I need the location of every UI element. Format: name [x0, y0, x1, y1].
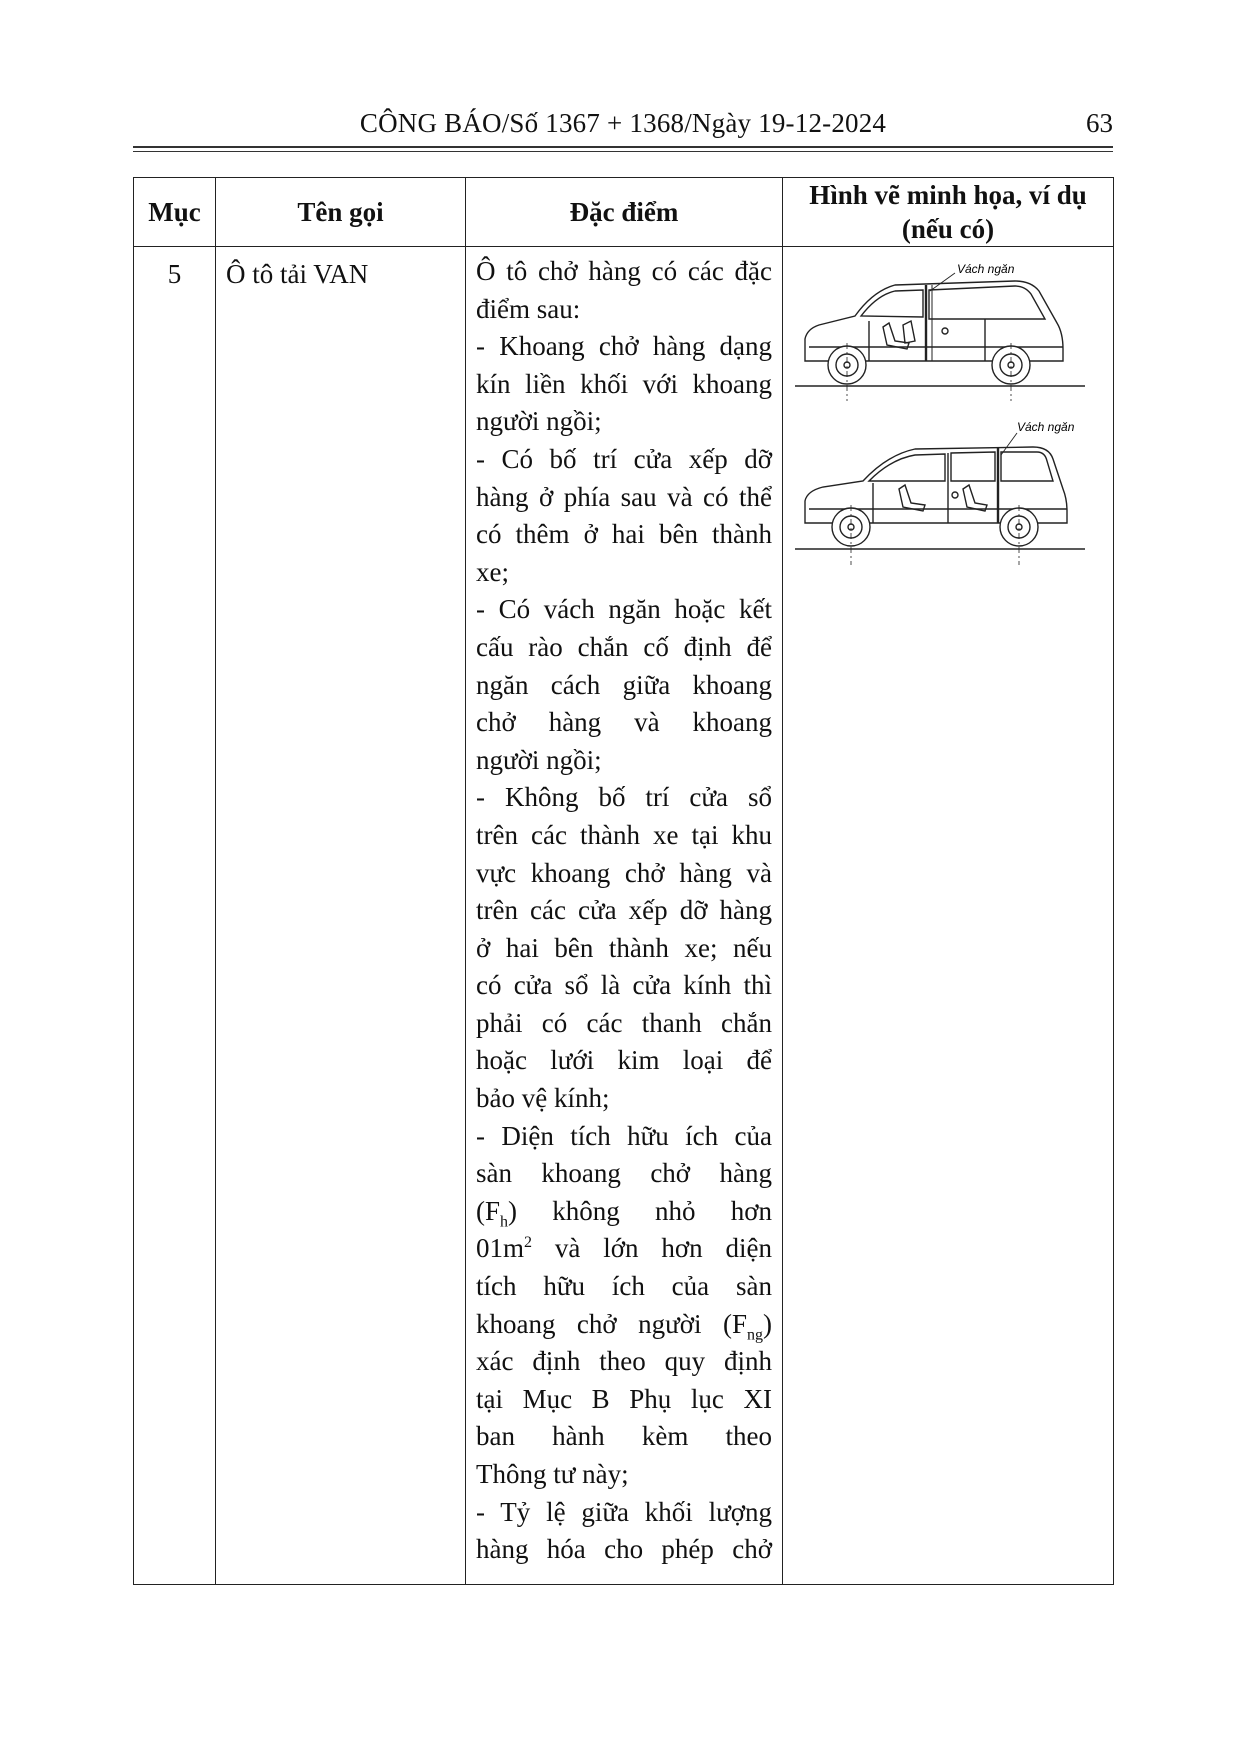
col-header-hinh-ve	[783, 178, 1114, 247]
dac-diem-line-8: xe;	[476, 556, 509, 587]
dac-diem-line-17: trên các cửa xếp dỡ hàng	[476, 895, 772, 926]
dac-diem-line-15: trên các thành xe tại khu	[476, 819, 772, 850]
header-rule-thin	[133, 151, 1113, 152]
dac-diem-lines	[476, 253, 772, 1193]
dac-diem-tail-line-0: xác định theo quy định	[476, 1346, 772, 1377]
cell-muc: 5	[134, 247, 216, 1585]
col-header-muc: Mục	[134, 178, 216, 247]
dac-diem-tail-line-1: tại Mục B Phụ lục XI	[476, 1383, 772, 1414]
dac-diem-line-fh	[476, 1193, 772, 1231]
vehicle-type-table	[133, 177, 1114, 1585]
dac-diem-line-4: người ngồi;	[476, 406, 602, 437]
dac-diem-line-10: cấu rào chắn cố định để	[476, 631, 772, 662]
dac-diem-line-0: Ô tô chở hàng có các đặc	[476, 256, 772, 286]
page-number: 63	[1086, 108, 1113, 138]
m2-pre: 01m	[476, 1233, 525, 1264]
dac-diem-line-6: hàng ở phía sau và có thể	[476, 481, 772, 512]
fng-sub: ng	[747, 1326, 763, 1344]
gazette-title: CÔNG BÁO/Số 1367 + 1368/Ngày 19-12-2024	[359, 108, 887, 138]
dac-diem-line-14: - Không bố trí cửa sổ	[476, 782, 772, 813]
dac-diem-line-1: điểm sau:	[476, 293, 581, 324]
col-header-ten-goi: Tên gọi	[216, 178, 466, 247]
dac-diem-line-21: hoặc lưới kim loại để	[476, 1045, 772, 1076]
table-header-row	[134, 178, 1114, 247]
dac-diem-line-tich: tích hữu ích của sàn	[476, 1271, 772, 1302]
dac-diem-line-7: có thêm ở hai bên thành	[476, 519, 772, 550]
col-header-hinh-ve-line2: (nếu có)	[901, 214, 995, 244]
dac-diem-line-16: vực khoang chở hàng và	[476, 857, 772, 888]
table-row	[134, 247, 1114, 1585]
dac-diem-tail-line-3: Thông tư này;	[476, 1459, 629, 1489]
cell-hinh-ve	[783, 247, 1114, 1585]
fh-pre: (F	[476, 1195, 501, 1226]
col-header-dac-diem: Đặc điểm	[466, 178, 783, 247]
m2-sup: 2	[524, 1234, 533, 1252]
cell-dac-diem	[466, 247, 783, 1585]
fh-post: ) không nhỏ hơn	[508, 1195, 772, 1226]
dac-diem-line-20: phải có các thanh chắn	[476, 1007, 772, 1038]
col-header-hinh-ve-line1: Hình vẽ minh họa, ví dụ	[809, 180, 1087, 210]
van-illustration-1	[795, 261, 1095, 411]
header-rule-thick	[133, 146, 1113, 148]
dac-diem-line-2: - Khoang chở hàng dạng	[476, 331, 772, 362]
dac-diem-line-12: chở hàng và khoang	[476, 707, 772, 738]
dac-diem-line-18: ở hai bên thành xe; nếu	[476, 932, 772, 963]
fng-pre: khoang chở người (F	[476, 1308, 747, 1339]
dac-diem-tail-line-4: - Tỷ lệ giữa khối lượng	[476, 1496, 772, 1527]
dac-diem-tail-line-5: hàng hóa cho phép chở	[476, 1534, 772, 1565]
fng-post: )	[763, 1308, 772, 1339]
dac-diem-line-24: sàn khoang chở hàng	[476, 1158, 772, 1189]
cell-ten-goi: Ô tô tải VAN	[216, 247, 466, 1585]
dac-diem-line-23: - Diện tích hữu ích của	[476, 1120, 772, 1151]
dac-diem-line-3: kín liền khối với khoang	[476, 368, 772, 399]
dac-diem-line-11: ngăn cách giữa khoang	[476, 669, 772, 700]
figure-label-2: Vách ngăn	[1017, 420, 1075, 434]
dac-diem-line-19: có cửa sổ là cửa kính thì	[476, 970, 772, 1001]
dac-diem-tail-line-2: ban hành kèm theo	[476, 1421, 772, 1452]
dac-diem-line-22: bảo vệ kính;	[476, 1083, 610, 1114]
dac-diem-line-5: - Có bố trí cửa xếp dỡ	[476, 443, 772, 474]
figure-label-1: Vách ngăn	[957, 262, 1015, 276]
dac-diem-tail-lines	[476, 1343, 772, 1569]
page-header	[133, 108, 1113, 144]
dac-diem-line-13: người ngồi;	[476, 744, 602, 775]
fh-sub: h	[500, 1213, 509, 1231]
van-illustration-2	[795, 419, 1095, 569]
dac-diem-line-m2	[476, 1230, 772, 1268]
dac-diem-line-fng	[476, 1306, 772, 1344]
m2-post: và lớn hơn diện	[532, 1233, 772, 1264]
dac-diem-line-9: - Có vách ngăn hoặc kết	[476, 594, 772, 625]
